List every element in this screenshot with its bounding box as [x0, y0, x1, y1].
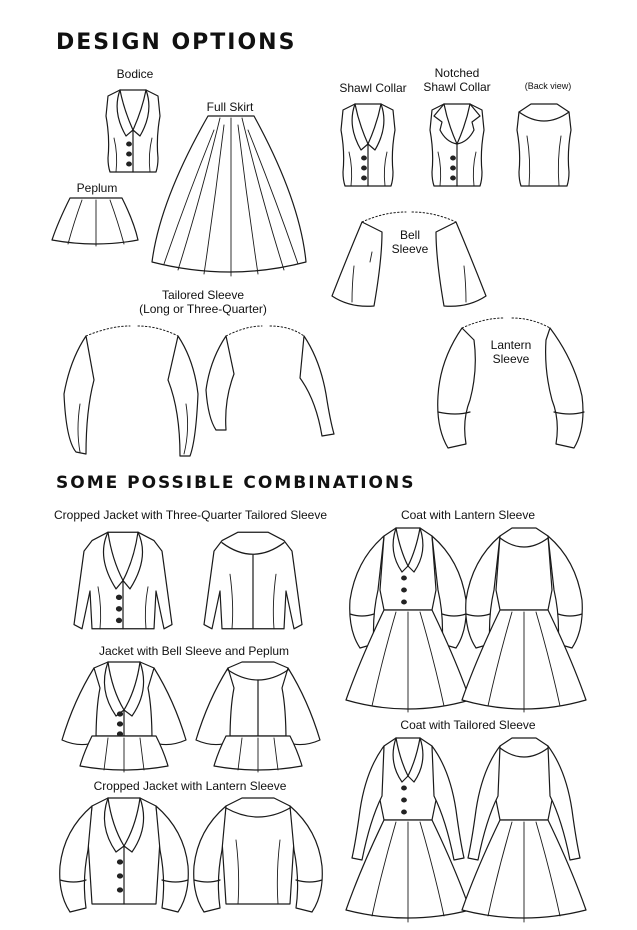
notched-collar-drawing [430, 104, 484, 186]
label-full-skirt: Full Skirt [206, 100, 254, 114]
combo-cropped-lantern-back [194, 798, 323, 912]
combo-coat-lantern-front [346, 528, 470, 712]
combinations-heading: SOME POSSIBLE COMBINATIONS [56, 473, 416, 493]
combo-bell-peplum-front [62, 662, 186, 772]
combo-coat-lantern-back [462, 528, 586, 712]
combo-cropped-tailored-front [74, 532, 172, 629]
peplum-drawing [52, 198, 138, 246]
combo-coat-tailored-back [462, 738, 586, 922]
shawl-collar-drawing [341, 104, 395, 186]
label-notched-shawl-collar: Notched Shawl Collar [423, 66, 491, 94]
label-lantern-sleeve: Lantern Sleeve [490, 338, 532, 366]
label-tailored-sleeve: Tailored Sleeve (Long or Three-Quarter) [139, 288, 267, 316]
back-view-drawing [517, 104, 571, 186]
bell-sleeve-drawing [332, 212, 486, 306]
design-options-heading: DESIGN OPTIONS [56, 30, 297, 55]
label-combo-cropped-lantern: Cropped Jacket with Lantern Sleeve [93, 779, 287, 793]
label-back-view: (Back view) [524, 81, 572, 91]
full-skirt-drawing [152, 116, 306, 276]
bodice-drawing [106, 90, 160, 172]
combo-cropped-tailored-back [204, 532, 302, 629]
label-combo-cropped-tailored: Cropped Jacket with Three-Quarter Tailored Sleeve [54, 508, 328, 522]
label-shawl-collar: Shawl Collar [339, 81, 407, 95]
label-combo-coat-tailored: Coat with Tailored Sleeve [400, 718, 536, 732]
label-combo-coat-lantern: Coat with Lantern Sleeve [400, 508, 536, 522]
label-peplum: Peplum [76, 181, 118, 195]
combo-bell-peplum-back [196, 662, 320, 772]
tailored-sleeve-drawing [64, 326, 334, 456]
label-combo-bell-peplum: Jacket with Bell Sleeve and Peplum [98, 644, 290, 658]
lantern-sleeve-drawing [438, 318, 584, 448]
label-bell-sleeve: Bell Sleeve [391, 228, 429, 256]
combo-cropped-lantern-front [60, 798, 189, 912]
label-bodice: Bodice [116, 67, 154, 81]
combo-coat-tailored-front [346, 738, 470, 922]
